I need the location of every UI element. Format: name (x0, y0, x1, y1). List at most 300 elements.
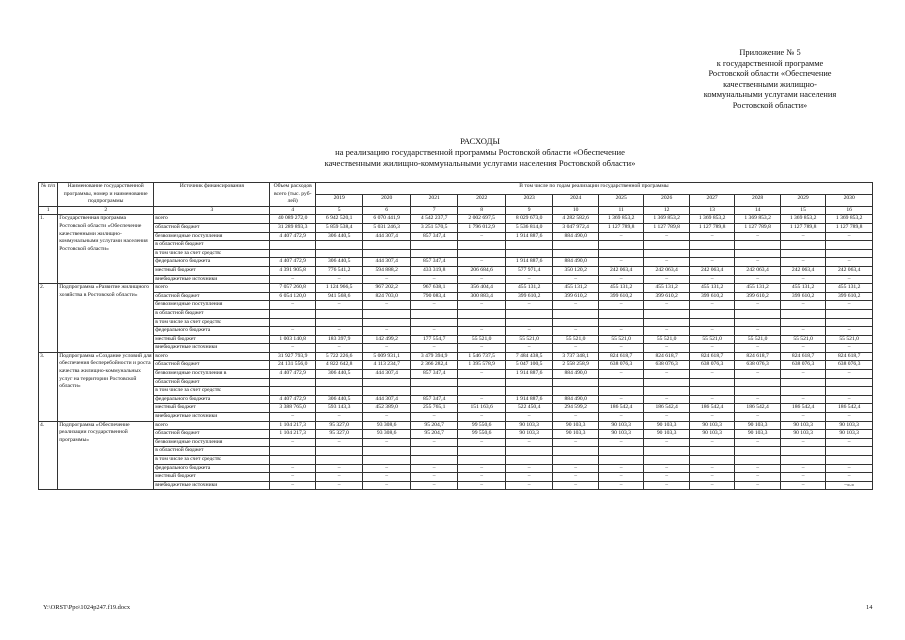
year-value (553, 447, 598, 456)
header-year: 2019 (315, 195, 363, 207)
year-value (826, 456, 873, 465)
year-value: 455 131,2 (689, 284, 734, 293)
program-name: Государственная программа Ростовской области «Обеспечение качественными жилищно-коммунальными услугами населения Ростовской области» (58, 215, 154, 284)
year-value: 4 542 237,7 (410, 215, 458, 224)
year-value (458, 447, 506, 456)
year-value (458, 249, 506, 258)
year-value: 444 307,4 (363, 258, 411, 267)
column-index: 10 (553, 206, 598, 215)
funding-source: всего (154, 215, 270, 224)
year-value: – (780, 464, 825, 473)
funding-source: всего (154, 284, 270, 293)
year-value: – (689, 464, 734, 473)
table-row (39, 352, 873, 361)
year-value: 433 319,8 (410, 266, 458, 275)
year-value (363, 456, 411, 465)
total-value: 1 104 217,3 (270, 430, 315, 439)
header-num: № п/п (39, 183, 58, 207)
year-value: – (826, 258, 873, 267)
year-value: 242 063,4 (689, 266, 734, 275)
year-value: 90 103,3 (826, 421, 873, 430)
year-value: 857 347,4 (410, 370, 458, 379)
year-value: – (505, 481, 553, 490)
year-value (598, 447, 643, 456)
year-value: – (458, 258, 506, 267)
total-value (270, 249, 315, 258)
year-value: – (826, 275, 873, 284)
year-value: 95 327,0 (315, 421, 363, 430)
year-value (505, 249, 553, 258)
year-value: 55 521,0 (458, 335, 506, 344)
year-value: 3 251 570,5 (410, 223, 458, 232)
year-value: – (735, 481, 780, 490)
year-value: 242 063,4 (735, 266, 780, 275)
header-year: 2021 (410, 195, 458, 207)
year-value (315, 456, 363, 465)
table-row (39, 361, 873, 370)
table-row (39, 301, 873, 310)
total-value: – (270, 481, 315, 490)
year-value: – (735, 258, 780, 267)
table-row (39, 413, 873, 422)
appendix-line: качественными жилищно- (723, 79, 817, 89)
column-index: 1 (39, 206, 58, 215)
year-value: 824 618,7 (644, 352, 689, 361)
header-year: 2030 (826, 195, 873, 207)
year-value: 55 521,0 (505, 335, 553, 344)
year-value: 2 002 697,5 (458, 215, 506, 224)
year-value: – (826, 301, 873, 310)
year-value: 55 521,0 (735, 335, 780, 344)
year-value: 399 610,2 (644, 292, 689, 301)
funding-source: областной бюджет (154, 361, 270, 370)
year-value: 824 618,7 (826, 352, 873, 361)
year-value (826, 378, 873, 387)
year-value: 186 542,4 (735, 404, 780, 413)
year-value: 186 542,4 (644, 404, 689, 413)
year-value: – (553, 327, 598, 336)
year-value: – (315, 301, 363, 310)
table-row (39, 258, 873, 267)
year-value: 884 490,0 (553, 232, 598, 241)
year-value: – (644, 232, 689, 241)
year-value (458, 309, 506, 318)
header-years-group: В том числе по годам реализации государственной программы (315, 183, 872, 195)
year-value: 1 914 887,6 (505, 258, 553, 267)
year-value: 1 546 737,5 (458, 352, 506, 361)
year-value (780, 241, 825, 250)
year-value (553, 456, 598, 465)
year-value: 242 063,4 (780, 266, 825, 275)
column-index: 9 (505, 206, 553, 215)
year-value: – (410, 473, 458, 482)
funding-source: в областной бюджет (154, 309, 270, 318)
year-value: – (363, 473, 411, 482)
appendix-line: Приложение № 5 (739, 48, 801, 57)
header-year: 2023 (505, 195, 553, 207)
year-value: – (458, 395, 506, 404)
year-value (644, 318, 689, 327)
header-year: 2026 (644, 195, 689, 207)
table-row (39, 318, 873, 327)
year-value: – (458, 438, 506, 447)
year-value: – (363, 413, 411, 422)
year-value: 824 618,7 (598, 352, 643, 361)
year-value (780, 456, 825, 465)
year-value (315, 318, 363, 327)
year-value: 455 131,2 (598, 284, 643, 293)
year-value: – (598, 258, 643, 267)
year-value: 5 009 931,1 (363, 352, 411, 361)
year-value: 455 131,2 (644, 284, 689, 293)
year-value (689, 318, 734, 327)
year-value: – (598, 327, 643, 336)
year-value: – (780, 438, 825, 447)
year-value (598, 249, 643, 258)
total-value: – (270, 327, 315, 336)
header-year: 2025 (598, 195, 643, 207)
funding-source: внебюджетные источники (154, 413, 270, 422)
year-value: 206 684,6 (458, 266, 506, 275)
year-value: – (735, 275, 780, 284)
year-value: – (505, 438, 553, 447)
year-value: 522 450,4 (505, 404, 553, 413)
year-value: – (689, 301, 734, 310)
funding-source: в областной бюджет (154, 447, 270, 456)
funding-source: в том числе за счет средств: (154, 318, 270, 327)
year-value: – (689, 232, 734, 241)
year-value (689, 249, 734, 258)
program-number: 2. (39, 284, 58, 353)
column-index: 8 (458, 206, 506, 215)
year-value: – (363, 301, 411, 310)
year-value (598, 456, 643, 465)
year-value: – (458, 473, 506, 482)
year-value: 884 490,0 (553, 395, 598, 404)
header-year: 2029 (780, 195, 825, 207)
year-value: 884 490,0 (553, 370, 598, 379)
year-value: 1 369 853,2 (598, 215, 643, 224)
year-value: – (553, 464, 598, 473)
table-row (39, 378, 873, 387)
year-value: – (505, 413, 553, 422)
year-value: 95 204,7 (410, 421, 458, 430)
funding-source: федерального бюджета (154, 258, 270, 267)
year-value (458, 387, 506, 396)
total-value (270, 318, 315, 327)
year-value: – (689, 370, 734, 379)
total-value: – (270, 464, 315, 473)
year-value: – (598, 473, 643, 482)
expenditure-table (38, 182, 873, 490)
table-row (39, 438, 873, 447)
year-value (780, 387, 825, 396)
year-value (735, 318, 780, 327)
year-value (410, 318, 458, 327)
year-value: – (735, 413, 780, 422)
year-value (826, 309, 873, 318)
year-value: 183 397,9 (315, 335, 363, 344)
table-row (39, 309, 873, 318)
year-value: 1 369 853,2 (735, 215, 780, 224)
total-value (270, 241, 315, 250)
program-number: 1. (39, 215, 58, 284)
year-value: 1 127 789,8 (689, 223, 734, 232)
year-value: – (780, 344, 825, 353)
column-index-row (39, 206, 873, 215)
year-value: – (458, 301, 506, 310)
year-value (315, 447, 363, 456)
table-row (39, 481, 873, 490)
year-value: – (780, 301, 825, 310)
year-value (505, 456, 553, 465)
year-value: 824 618,7 (735, 352, 780, 361)
total-value: 31 927 793,9 (270, 352, 315, 361)
year-value: 90 103,3 (644, 430, 689, 439)
funding-source: в областной бюджет (154, 241, 270, 250)
column-index: 14 (735, 206, 780, 215)
year-value: 300 883,4 (458, 292, 506, 301)
header-total: Объем расходов всего (тыс. руб-лей) (270, 183, 315, 207)
year-value (826, 241, 873, 250)
total-value: 24 131 556,0 (270, 361, 315, 370)
year-value: – (458, 344, 506, 353)
table-row (39, 464, 873, 473)
appendix-line: к государственной программе (716, 58, 824, 68)
year-value: 2 366 282,4 (410, 361, 458, 370)
year-value (315, 387, 363, 396)
year-value (363, 447, 411, 456)
year-value: 1 124 966,5 (315, 284, 363, 293)
year-value: 306 440,5 (315, 258, 363, 267)
year-value: 90 103,3 (689, 421, 734, 430)
total-value: – (270, 438, 315, 447)
year-value (553, 387, 598, 396)
table-row (39, 404, 873, 413)
header-source: Источник финансирования (154, 183, 270, 207)
year-value (410, 387, 458, 396)
year-value: – (553, 473, 598, 482)
year-value (410, 378, 458, 387)
year-value: – (735, 301, 780, 310)
year-value: 350 120,2 (553, 266, 598, 275)
year-value (315, 378, 363, 387)
funding-source: безвозмездные поступления в (154, 370, 270, 379)
year-value: 90 103,3 (689, 430, 734, 439)
year-value: – (410, 438, 458, 447)
column-index: 15 (780, 206, 825, 215)
year-value: 399 610,2 (826, 292, 873, 301)
year-value: – (363, 327, 411, 336)
year-value: 5 047 100,5 (505, 361, 553, 370)
year-value: 99 550,6 (458, 430, 506, 439)
total-value: – (270, 301, 315, 310)
funding-source: в том числе за счет средств: (154, 456, 270, 465)
year-value (644, 309, 689, 318)
year-value (735, 456, 780, 465)
year-value (410, 249, 458, 258)
year-value: – (315, 344, 363, 353)
column-index: 6 (363, 206, 411, 215)
year-value: – (315, 438, 363, 447)
year-value: 6 942 520,1 (315, 215, 363, 224)
table-row (39, 447, 873, 456)
year-value (735, 387, 780, 396)
year-value: – (735, 232, 780, 241)
year-value: 4 282 582,6 (553, 215, 598, 224)
table-row (39, 232, 873, 241)
year-value: 90 103,3 (644, 421, 689, 430)
year-value: – (598, 344, 643, 353)
year-value: 306 440,5 (315, 370, 363, 379)
year-value: 3 047 972,4 (553, 223, 598, 232)
year-value: – (689, 481, 734, 490)
year-value: – (598, 413, 643, 422)
table-row (39, 395, 873, 404)
year-value (598, 378, 643, 387)
funding-source: местный бюджет (154, 335, 270, 344)
year-value (458, 378, 506, 387)
year-value: – (644, 275, 689, 284)
funding-source: всего (154, 352, 270, 361)
year-value: – (644, 413, 689, 422)
year-value: – (458, 275, 506, 284)
year-value: 90 103,3 (505, 430, 553, 439)
year-value (598, 387, 643, 396)
total-value: – (270, 473, 315, 482)
year-value: 593 143,3 (315, 404, 363, 413)
year-value (505, 387, 553, 396)
year-value: 1 369 853,2 (689, 215, 734, 224)
year-value: – (410, 481, 458, 490)
year-value: – (735, 473, 780, 482)
year-value: 186 542,4 (598, 404, 643, 413)
year-value: 90 103,3 (780, 430, 825, 439)
year-value (363, 241, 411, 250)
table-row (39, 284, 873, 293)
year-value: – (505, 327, 553, 336)
year-value: 55 521,0 (826, 335, 873, 344)
year-value: 776 541,2 (315, 266, 363, 275)
year-value (689, 387, 734, 396)
year-value: – (826, 413, 873, 422)
year-value: – (505, 473, 553, 482)
table-row (39, 266, 873, 275)
year-value (410, 309, 458, 318)
heading-title: РАСХОДЫ (460, 136, 500, 146)
column-index: 7 (410, 206, 458, 215)
total-value: 4 407 472,9 (270, 370, 315, 379)
total-value (270, 309, 315, 318)
year-value: 399 610,2 (689, 292, 734, 301)
table-body (39, 206, 873, 490)
year-value (363, 318, 411, 327)
year-value: – (689, 344, 734, 353)
funding-source: федерального бюджета (154, 327, 270, 336)
year-value: 2 558 258,9 (553, 361, 598, 370)
year-value: 90 103,3 (505, 421, 553, 430)
year-value (780, 318, 825, 327)
year-value: 455 131,2 (553, 284, 598, 293)
year-value: 3 479 394,9 (410, 352, 458, 361)
column-index: 2 (58, 206, 154, 215)
appendix-line: Ростовской области «Обеспечение (708, 69, 832, 79)
year-value: 399 610,2 (505, 292, 553, 301)
year-value: 186 542,4 (689, 404, 734, 413)
year-value: 941 568,6 (315, 292, 363, 301)
year-value: – (644, 301, 689, 310)
header-year: 2028 (735, 195, 780, 207)
year-value: – (644, 464, 689, 473)
total-value: 6 054 120,0 (270, 292, 315, 301)
year-value: – (735, 438, 780, 447)
year-value: 455 131,2 (826, 284, 873, 293)
year-value: – (735, 395, 780, 404)
year-value: 93 308,6 (363, 421, 411, 430)
table-row (39, 387, 873, 396)
year-value: 4 113 234,7 (363, 361, 411, 370)
year-value: 5 031 246,3 (363, 223, 411, 232)
year-value (363, 249, 411, 258)
year-value: – (644, 395, 689, 404)
year-value: – (458, 327, 506, 336)
table-row (39, 421, 873, 430)
year-value: 90 103,3 (598, 421, 643, 430)
total-value: 4 407 472,9 (270, 258, 315, 267)
year-value: 55 521,0 (644, 335, 689, 344)
total-value: 7 057 260,8 (270, 284, 315, 293)
column-index: 11 (598, 206, 643, 215)
appendix-line: Ростовской области» (732, 100, 808, 110)
header-year: 2024 (553, 195, 598, 207)
year-value: 857 347,4 (410, 258, 458, 267)
year-value: 95 204,7 (410, 430, 458, 439)
table-row (39, 275, 873, 284)
total-value: – (270, 275, 315, 284)
funding-source: областной бюджет (154, 378, 270, 387)
year-value: 1 127 789,8 (780, 223, 825, 232)
year-value: 90 103,3 (598, 430, 643, 439)
year-value (826, 387, 873, 396)
year-value: – (780, 473, 825, 482)
year-value: 638 076,3 (780, 361, 825, 370)
program-name: Подпрограмма «Создание условий для обеспечения бесперебойности и роста качества жилищно-коммунальных услуг на территории Ростовской области» (58, 352, 154, 421)
year-value (780, 309, 825, 318)
year-value: 824 703,0 (363, 292, 411, 301)
year-value: 399 610,2 (598, 292, 643, 301)
year-value: – (689, 438, 734, 447)
year-value: – (315, 464, 363, 473)
year-value: 151 163,6 (458, 404, 506, 413)
table-row (39, 241, 873, 250)
column-index: 3 (154, 206, 270, 215)
year-value: 638 076,3 (689, 361, 734, 370)
year-value: 93 308,6 (363, 430, 411, 439)
year-value: – (410, 413, 458, 422)
year-value: – (780, 275, 825, 284)
year-value (735, 249, 780, 258)
year-value: 455 131,2 (780, 284, 825, 293)
year-value (505, 318, 553, 327)
year-value: – (689, 258, 734, 267)
year-value: – (826, 438, 873, 447)
year-value: – (598, 438, 643, 447)
year-value (553, 249, 598, 258)
program-number: 3. (39, 352, 58, 421)
year-value: – (780, 327, 825, 336)
year-value: 90 103,3 (826, 430, 873, 439)
year-value: 90 103,3 (780, 421, 825, 430)
